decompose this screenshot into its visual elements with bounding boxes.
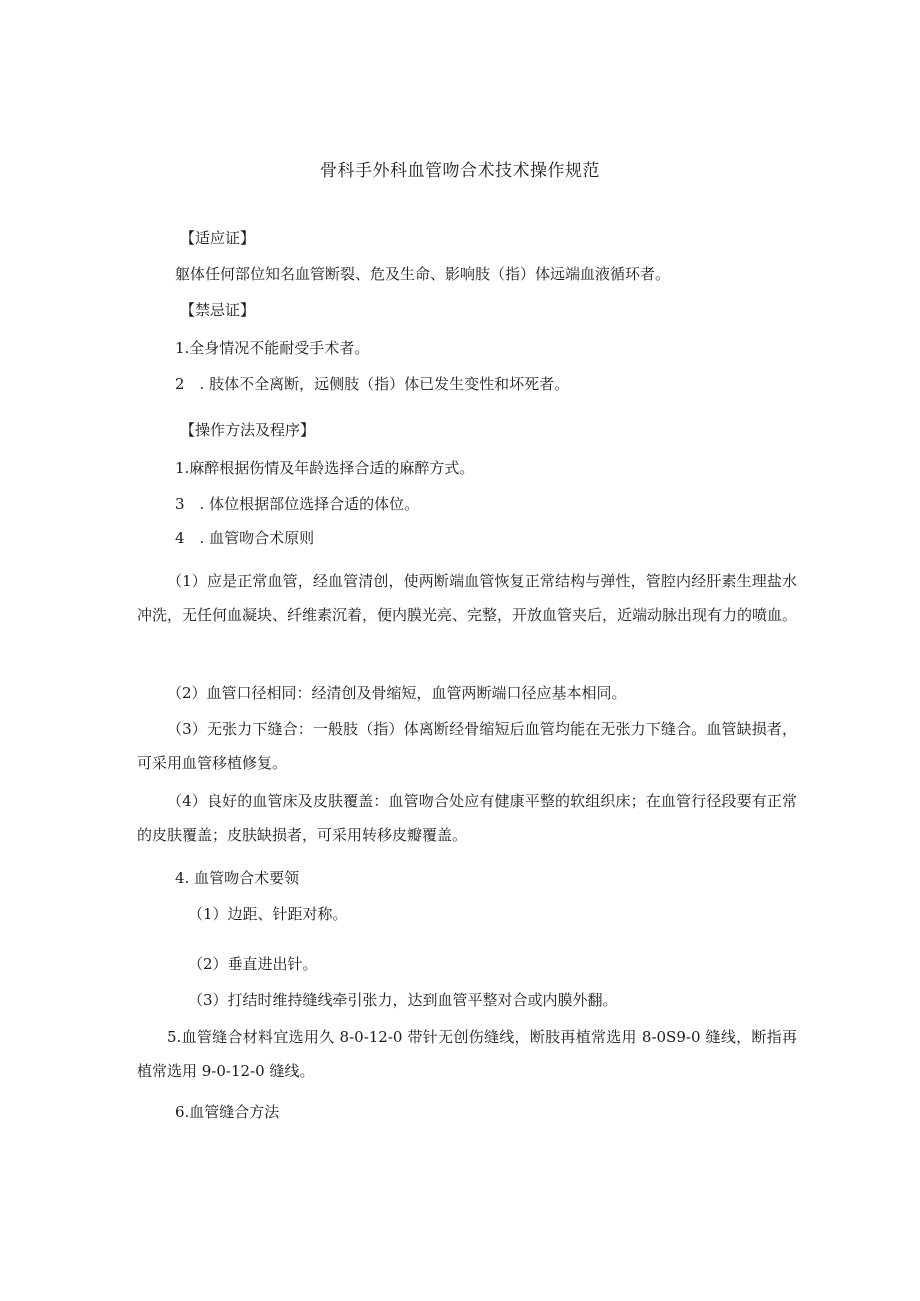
essentials-heading: 4. 血管吻合术要领	[175, 869, 300, 887]
principle-2: （2）血管口径相同：经清创及骨缩短，血管两断端口径应基本相同。	[167, 684, 627, 702]
method-step-4: 4 . 血管吻合术原则	[175, 529, 315, 547]
essential-2: （2）垂直进出针。	[188, 955, 318, 973]
method-step-1: 1.麻醉根据伤情及年龄选择合适的麻醉方式。	[175, 459, 475, 477]
suture-material: 5.血管缝合材料宜选用久 8-0-12-0 带针无创伤缝线，断肢再植常选用 8-0S9-0 缝线，断指再植常选用 9-0-12-0 缝线。	[137, 1028, 797, 1080]
document-title: 骨科手外科血管吻合术技术操作规范	[320, 161, 600, 181]
method-step-3: 3 . 体位根据部位选择合适的体位。	[175, 495, 420, 513]
essential-1: （1）边距、针距对称。	[188, 905, 348, 923]
indications-text: 躯体任何部位知名血管断裂、危及生命、影响肢（指）体远端血液循环者。	[175, 265, 671, 283]
contraindication-2: 2 . 肢体不全离断，远侧肢（指）体已发生变性和坏死者。	[175, 375, 570, 393]
contraindication-1: 1.全身情况不能耐受手术者。	[175, 339, 370, 357]
principle-4: （4）良好的血管床及皮肤覆盖：血管吻合处应有健康平整的软组织床；在血管行径段要有正常的皮肤覆盖；皮肤缺损者，可采用转移皮瓣覆盖。	[137, 792, 797, 844]
contraindications-heading: 【禁忌证】	[180, 301, 256, 319]
essential-3: （3）打结时维持缝线牵引张力，达到血管平整对合或内膜外翻。	[188, 991, 618, 1009]
principle-3: （3）无张力下缝合：一般肢（指）体离断经骨缩短后血管均能在无张力下缝合。血管缺损者，可采用血管移植修复。	[137, 720, 797, 772]
indications-heading: 【适应证】	[180, 229, 256, 247]
method-heading: 【操作方法及程序】	[180, 421, 316, 439]
principle-1: （1）应是正常血管，经血管清创，使两断端血管恢复正常结构与弹性，管腔内经肝素生理盐水冲洗，无任何血凝块、纤维素沉着，便内膜光亮、完整，开放血管夹后，近端动脉出现有力的喷血。	[137, 572, 798, 624]
method-step-6: 6.血管缝合方法	[175, 1103, 280, 1121]
